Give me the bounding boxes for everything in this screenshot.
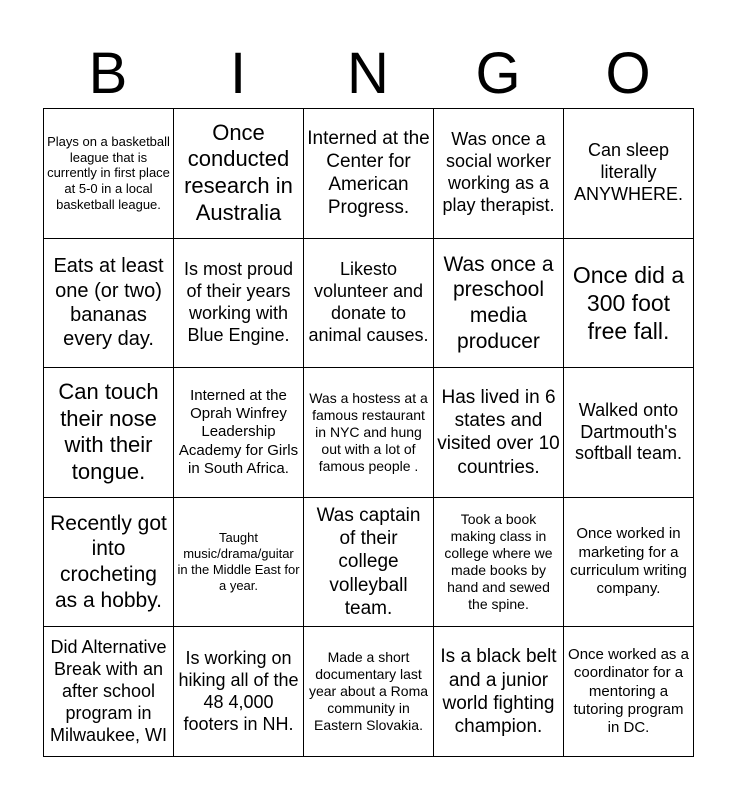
- grid-row: [44, 497, 694, 627]
- bingo-cell: Is most proud of their years working with Blue Engine.: [174, 238, 304, 368]
- bingo-cell: Once worked in marketing for a curriculum writing company.: [564, 497, 694, 627]
- bingo-cell: Once worked as a coordinator for a mentoring a tutoring program in DC.: [564, 627, 694, 757]
- bingo-cell: Eats at least one (or two) bananas every day.: [44, 238, 174, 368]
- bingo-cell: Interned at the Oprah Winfrey Leadership Academy for Girls in South Africa.: [174, 368, 304, 498]
- bingo-header: [43, 40, 693, 108]
- bingo-cell: Once did a 300 foot free fall.: [564, 238, 694, 368]
- grid-row: [44, 627, 694, 757]
- bingo-cell: Has lived in 6 states and visited over 10 countries.: [434, 368, 564, 498]
- bingo-cell: Can touch their nose with their tongue.: [44, 368, 174, 498]
- header-letter-o: O: [605, 41, 651, 106]
- bingo-cell: Interned at the Center for American Progress.: [304, 109, 434, 239]
- bingo-cell: Walked onto Dartmouth's softball team.: [564, 368, 694, 498]
- header-letter-i: I: [229, 41, 247, 106]
- bingo-cell: Was captain of their college volleyball team.: [304, 497, 434, 627]
- bingo-cell: Taught music/drama/guitar in the Middle East for a year.: [174, 497, 304, 627]
- header-letter-n: N: [347, 41, 389, 106]
- bingo-cell: Once conducted research in Australia: [174, 109, 304, 239]
- bingo-cell: Is a black belt and a junior world fighting champion.: [434, 627, 564, 757]
- bingo-cell: Is working on hiking all of the 48 4,000 footers in NH.: [174, 627, 304, 757]
- grid-row: [44, 368, 694, 498]
- bingo-grid: [43, 108, 694, 757]
- bingo-cell: Plays on a basketball league that is currently in first place at 5-0 in a local basketball league.: [44, 109, 174, 239]
- header-letter-b: B: [88, 41, 128, 106]
- bingo-cell: Made a short documentary last year about a Roma community in Eastern Slovakia.: [304, 627, 434, 757]
- bingo-cell: Did Alternative Break with an after school program in Milwaukee, WI: [44, 627, 174, 757]
- bingo-cell: Recently got into crocheting as a hobby.: [44, 497, 174, 627]
- grid-row: [44, 238, 694, 368]
- header-letter-g: G: [475, 41, 521, 106]
- bingo-cell: Was once a social worker working as a play therapist.: [434, 109, 564, 239]
- grid-row: [44, 109, 694, 239]
- bingo-cell: Likesto volunteer and donate to animal causes.: [304, 238, 434, 368]
- bingo-cell: Took a book making class in college where we made books by hand and sewed the spine.: [434, 497, 564, 627]
- bingo-cell: Was a hostess at a famous restaurant in NYC and hung out with a lot of famous people .: [304, 368, 434, 498]
- bingo-cell: Was once a preschool media producer: [434, 238, 564, 368]
- bingo-cell: Can sleep literally ANYWHERE.: [564, 109, 694, 239]
